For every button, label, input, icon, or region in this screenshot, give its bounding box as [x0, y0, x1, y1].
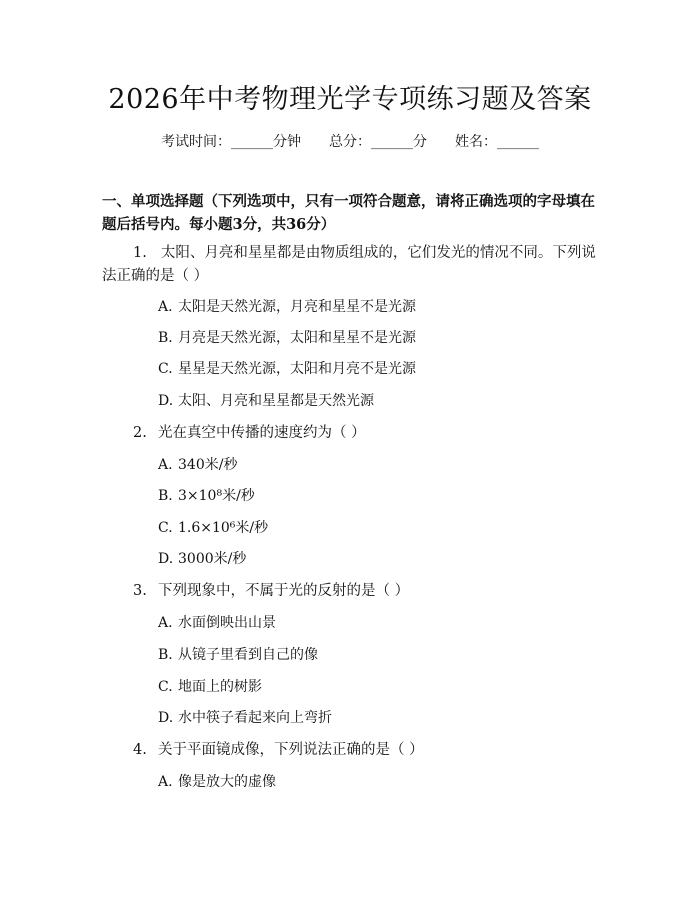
question-4: [133, 739, 608, 762]
option-text: 3×10⁸米/秒: [178, 488, 255, 504]
exam-time-field: 考试时间：______分钟: [161, 134, 301, 150]
option-3d: [158, 708, 332, 728]
option-1c: [158, 359, 416, 379]
question-2: [133, 422, 608, 445]
option-letter: A.: [158, 299, 173, 315]
option-1d: [158, 391, 374, 411]
option-text: 月亮是天然光源，太阳和星星不是光源: [178, 330, 416, 346]
option-2c: [158, 518, 268, 538]
option-letter: B.: [158, 330, 173, 346]
option-text: 340米/秒: [178, 457, 238, 473]
question-number: 2.: [133, 425, 147, 441]
option-text: 星星是天然光源，太阳和月亮不是光源: [178, 361, 416, 377]
option-text: 水面倒映出山景: [178, 615, 276, 631]
option-letter: A.: [158, 457, 173, 473]
option-letter: D.: [158, 710, 174, 726]
option-letter: C.: [158, 520, 173, 536]
option-letter: B.: [158, 488, 173, 504]
option-text: 太阳、月亮和星星都是天然光源: [178, 393, 374, 409]
option-text: 水中筷子看起来向上弯折: [178, 710, 332, 726]
question-number: 1.: [133, 245, 147, 261]
option-2b: [158, 486, 255, 506]
question-number: 4.: [133, 742, 147, 758]
option-letter: C.: [158, 361, 173, 377]
option-text: 3000米/秒: [178, 551, 247, 567]
student-name-field: 姓名：______: [455, 134, 539, 150]
option-letter: B.: [158, 647, 173, 663]
question-text: 太阳、月亮和星星都是由物质组成的，它们发光的情况不同。下列说法正确的是（ ）: [102, 245, 596, 284]
option-3c: [158, 677, 262, 697]
question-text: 关于平面镜成像，下列说法正确的是（ ）: [158, 742, 424, 758]
option-3a: [158, 613, 276, 633]
question-text: 光在真空中传播的速度约为（ ）: [158, 425, 366, 441]
option-4a: [158, 772, 276, 792]
question-1: [102, 242, 608, 288]
section-heading: 一、单项选择题（下列选项中，只有一项符合题意，请将正确选项的字母填在题后括号内。每小题3分，共36分）: [102, 193, 595, 233]
option-letter: C.: [158, 679, 173, 695]
option-text: 从镜子里看到自己的像: [178, 647, 318, 663]
total-score-field: 总分：______分: [329, 134, 427, 150]
option-text: 像是放大的虚像: [178, 774, 276, 790]
option-1a: [158, 297, 416, 317]
option-3b: [158, 645, 318, 665]
question-3: [133, 580, 608, 603]
option-letter: D.: [158, 551, 174, 567]
option-letter: A.: [158, 615, 173, 631]
option-2a: [158, 455, 237, 475]
option-letter: A.: [158, 774, 173, 790]
question-text: 下列现象中，不属于光的反射的是（ ）: [158, 583, 410, 599]
option-text: 太阳是天然光源，月亮和星星不是光源: [178, 299, 416, 315]
question-number: 3.: [133, 583, 147, 599]
option-1b: [158, 328, 416, 348]
page-title: 2026年中考物理光学专项练习题及答案: [108, 84, 592, 115]
exam-meta-line: [0, 132, 700, 152]
option-2d: [158, 549, 246, 569]
option-letter: D.: [158, 393, 174, 409]
option-text: 1.6×10⁶米/秒: [178, 520, 269, 536]
option-text: 地面上的树影: [178, 679, 262, 695]
